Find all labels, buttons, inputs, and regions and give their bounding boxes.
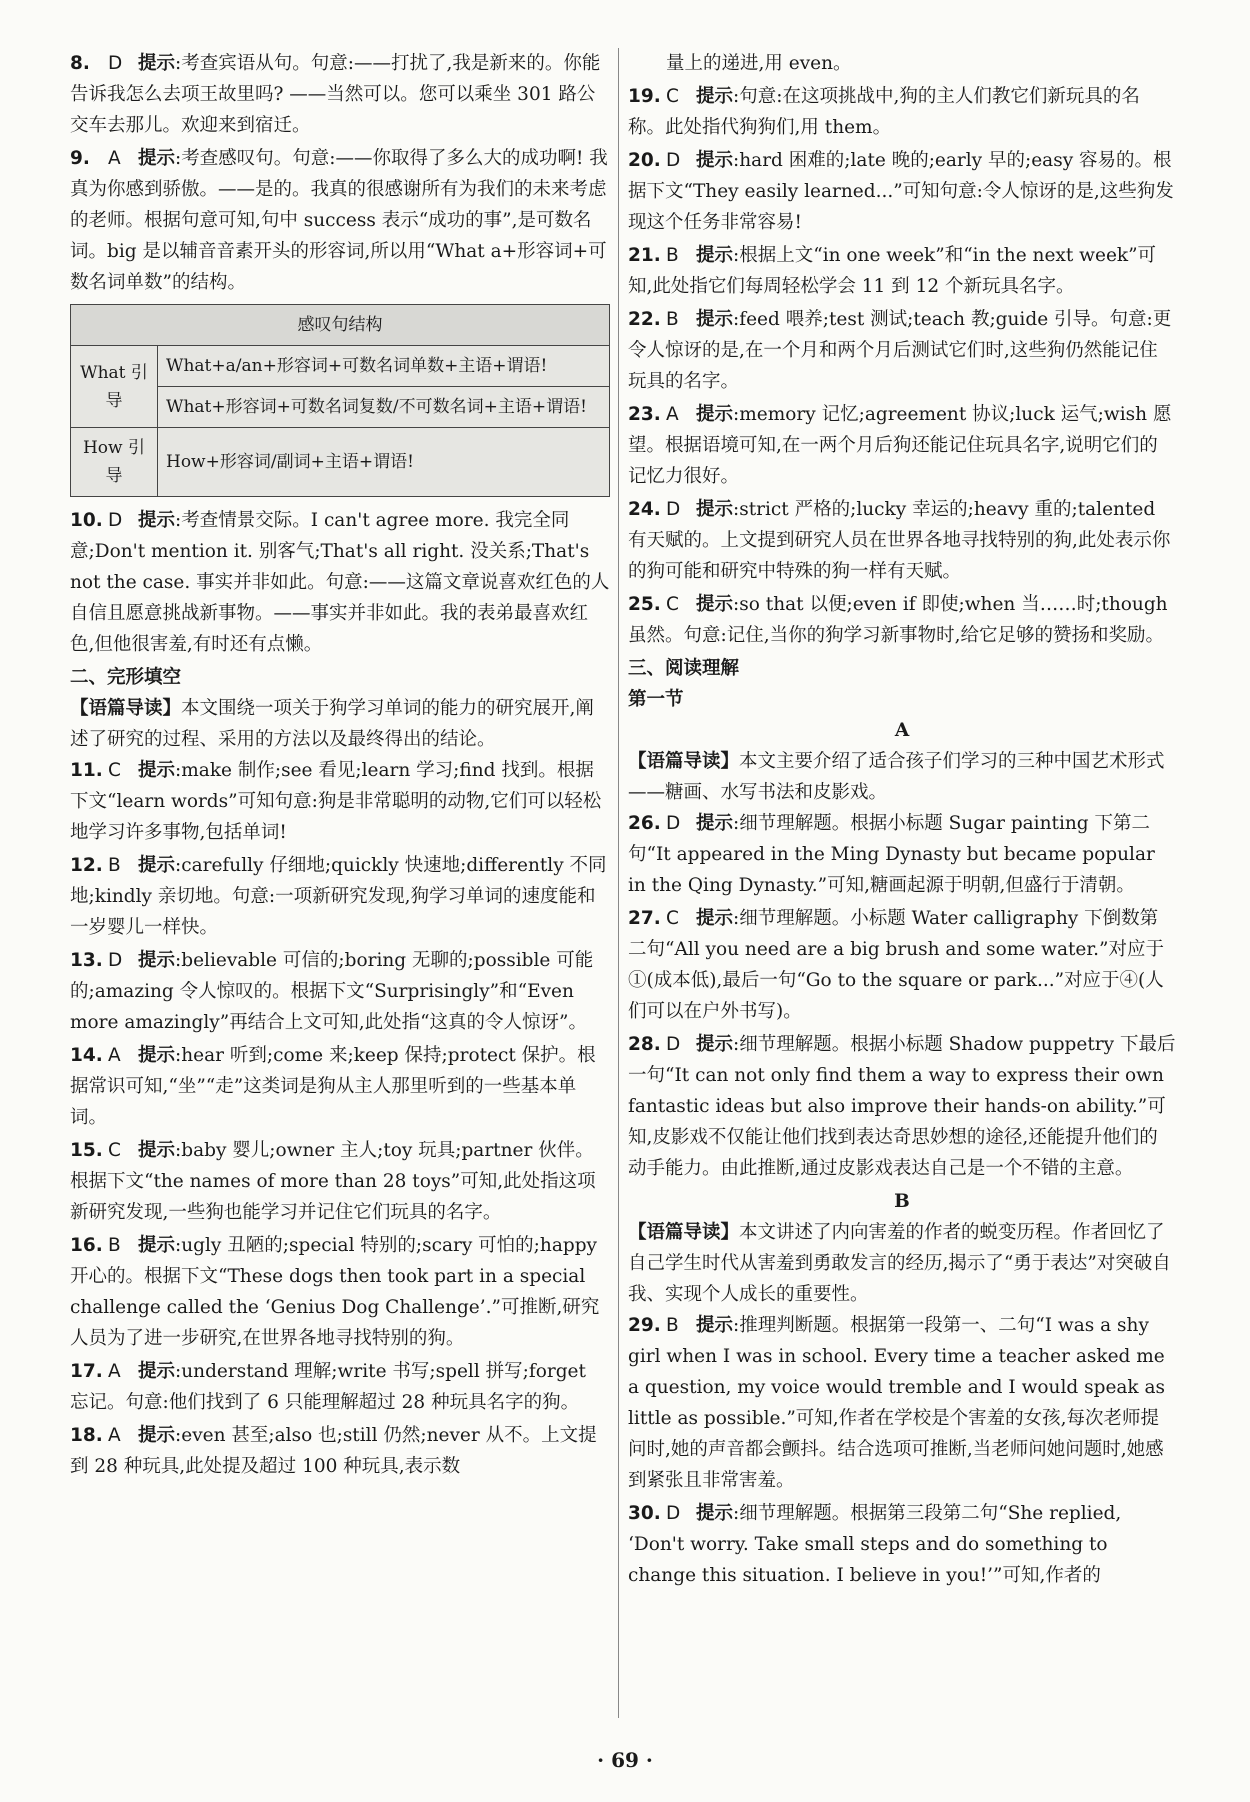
hint-text: :推理判断题。根据第一段第一、二句“I was a shy girl when I was in school. Every time a teacher asked me a question, my voice would tremble and I would speak as little as possible.”可知,作者在学校是个害羞的女孩,每次老师提问时,她的声音都会颤抖。结合选项可推断,当老师问她问题时,她感到紧张且非常害羞。 <box>628 1315 1166 1491</box>
item-number: 19. <box>628 86 661 107</box>
hint-label: 提示 <box>696 1315 734 1336</box>
item-number: 9. <box>70 148 90 169</box>
hint-label: 提示 <box>138 148 176 169</box>
hint-text: :understand 理解;write 书写;spell 拼写;forget 忘记。句意:他们找到了 6 只能理解超过 28 种玩具名字的狗。 <box>70 1361 586 1413</box>
item-answer: A <box>108 1045 121 1066</box>
hint-text: :细节理解题。根据小标题 Sugar painting 下第二句“It appeared in the Ming Dynasty but became popular in the Qing Dynasty.”可知,糖画起源于明朝,但盛行于清朝。 <box>628 813 1155 896</box>
item-answer: A <box>666 404 679 425</box>
item-number: 15. <box>70 1140 103 1161</box>
answer-item-26 <box>628 808 1176 901</box>
hint-text: :believable 可信的;boring 无聊的;possible 可能的;amazing 令人惊叹的。根据下文“Surprisingly”和“Even more amazingly”再结合上文可知,此处指“这真的令人惊讶”。 <box>70 950 594 1033</box>
how-row: How+形容词/副词+主语+谓语! <box>158 428 610 497</box>
answer-item-21 <box>628 240 1176 302</box>
answer-item-13 <box>70 945 610 1038</box>
table-title: 感叹句结构 <box>71 305 610 346</box>
subsection-heading: 第一节 <box>628 689 684 710</box>
what-row-2: What+形容词+可数名词复数/不可数名词+主语+谓语! <box>158 387 610 428</box>
hint-text: :baby 婴儿;owner 主人;toy 玩具;partner 伙伴。根据下文“the names of more than 28 toys”可知,此处指这项新研究发现,一些狗也能学习并记住它们玩具的名字。 <box>70 1140 596 1223</box>
answer-item-29 <box>628 1310 1176 1496</box>
guide-label: 【语篇导读】 <box>70 698 182 719</box>
hint-text: :so that 以便;even if 即使;when 当……时;though 虽然。句意:记住,当你的狗学习新事物时,给它足够的赞扬和奖励。 <box>628 594 1168 646</box>
item-number: 20. <box>628 150 661 171</box>
item-number: 14. <box>70 1045 103 1066</box>
item-answer: A <box>108 1425 121 1446</box>
item-answer: D <box>666 1034 681 1055</box>
hint-text: :hard 困难的;late 晚的;early 早的;easy 容易的。根据下文“They easily learned...”可知句意:令人惊讶的是,这些狗发现这个任务非常容易! <box>628 150 1174 233</box>
answer-item-9 <box>70 143 610 298</box>
answer-item-25 <box>628 589 1176 651</box>
item-answer: C <box>666 908 679 929</box>
item-number: 25. <box>628 594 661 615</box>
item-answer: D <box>108 53 123 74</box>
section-heading-reading: 三、阅读理解 <box>628 658 740 679</box>
hint-label: 提示 <box>696 404 734 425</box>
item-number: 11. <box>70 760 103 781</box>
hint-label: 提示 <box>138 53 176 74</box>
answer-item-8 <box>70 48 610 141</box>
item-answer: D <box>666 1503 681 1524</box>
answer-item-27 <box>628 903 1176 1027</box>
passage-guide-a <box>628 746 1176 808</box>
hint-label: 提示 <box>138 1045 176 1066</box>
item-number: 26. <box>628 813 661 834</box>
hint-text: :考查情景交际。I can't agree more. 我完全同意;Don't mention it. 别客气;That's all right. 没关系;That's not the case. 事实并非如此。句意:——这篇文章说喜欢红色的人自信且愿意挑战新事物。——事实并非如此。我的表弟最喜欢红色,但他很害羞,有时还有点懒。 <box>70 510 610 655</box>
hint-label: 提示 <box>138 760 176 781</box>
guide-text: 本文主要介绍了适合孩子们学习的三种中国艺术形式——糖画、水写书法和皮影戏。 <box>628 751 1165 803</box>
part-a-heading: A <box>894 720 910 741</box>
item-number: 10. <box>70 510 103 531</box>
answer-item-20 <box>628 145 1176 238</box>
guide-text: 本文围绕一项关于狗学习单词的能力的研究展开,阐述了研究的过程、采用的方法以及最终得出的结论。 <box>70 698 594 750</box>
left-column <box>70 48 610 1484</box>
hint-text: :考查感叹句。句意:——你取得了多么大的成功啊! 我真为你感到骄傲。——是的。我真的很感谢所有为我们的未来考虑的老师。根据句意可知,句中 success 表示“成功的事”,是可数名词。big 是以辅音音素开头的形容词,所以用“What a+形容词+可数名词单数”的结构。 <box>70 148 608 293</box>
hint-label: 提示 <box>696 86 734 107</box>
answer-item-23 <box>628 399 1176 492</box>
what-label: What 引导 <box>71 346 158 428</box>
answer-item-14 <box>70 1040 610 1133</box>
answer-item-12 <box>70 850 610 943</box>
item-answer: D <box>108 510 123 531</box>
item-number: 24. <box>628 499 661 520</box>
hint-text: :ugly 丑陋的;special 特别的;scary 可怕的;happy 开心的。根据下文“These dogs then took part in a special challenge called the ‘Genius Dog Challenge’.”可推断,研究人员为了进一步研究,在世界各地寻找特别的狗。 <box>70 1235 600 1349</box>
hint-label: 提示 <box>696 1034 734 1055</box>
answer-item-18 <box>70 1420 610 1482</box>
how-label: How 引导 <box>71 428 158 497</box>
passage-guide-b <box>628 1217 1176 1310</box>
item-answer: A <box>108 148 121 169</box>
answer-item-28 <box>628 1029 1176 1184</box>
item-number: 8. <box>70 53 90 74</box>
item-answer: D <box>666 813 681 834</box>
hint-text: :句意:在这项挑战中,狗的主人们教它们新玩具的名称。此处指代狗狗们,用 them。 <box>628 86 1140 138</box>
passage-guide-cloze <box>70 693 610 755</box>
hint-text: :细节理解题。根据第三段第二句“She replied, ‘Don't worry. Take small steps and do something to change this situation. I believe in you!’”可知,作者的 <box>628 1503 1122 1586</box>
item-answer: B <box>666 309 679 330</box>
hint-text: :carefully 仔细地;quickly 快速地;differently 不同地;kindly 亲切地。句意:一项新研究发现,狗学习单词的速度能和一岁婴儿一样快。 <box>70 855 607 938</box>
hint-label: 提示 <box>696 245 734 266</box>
answer-item-30 <box>628 1498 1176 1591</box>
hint-text: :strict 严格的;lucky 幸运的;heavy 重的;talented 有天赋的。上文提到研究人员在世界各地寻找特别的狗,此处表示你的狗可能和研究中特殊的狗一样有天赋。 <box>628 499 1171 582</box>
item-number: 16. <box>70 1235 103 1256</box>
hint-text: :even 甚至;also 也;still 仍然;never 从不。上文提到 28 种玩具,此处提及超过 100 种玩具,表示数 <box>70 1425 597 1477</box>
item-number: 30. <box>628 1503 661 1524</box>
item-answer: D <box>666 499 681 520</box>
item-answer: B <box>666 245 679 266</box>
section-heading-cloze: 二、完形填空 <box>70 667 182 688</box>
column-divider <box>618 48 619 1718</box>
item-number: 23. <box>628 404 661 425</box>
hint-label: 提示 <box>696 813 734 834</box>
guide-text: 本文讲述了内向害羞的作者的蜕变历程。作者回忆了自己学生时代从害羞到勇敢发言的经历,揭示了“勇于表达”对突破自我、实现个人成长的重要性。 <box>628 1222 1171 1305</box>
hint-label: 提示 <box>696 1503 734 1524</box>
item-answer: C <box>666 86 679 107</box>
hint-label: 提示 <box>138 1361 176 1382</box>
hint-text: :细节理解题。小标题 Water calligraphy 下倒数第二句“All you need are a big brush and some water.”对应于①(成本低),最后一句“Go to the square or park...”对应于④(人们可以在户外书写)。 <box>628 908 1165 1022</box>
item-answer: B <box>108 1235 121 1256</box>
answer-item-19 <box>628 81 1176 143</box>
page-number: · 69 · <box>597 1748 653 1772</box>
item-number: 13. <box>70 950 103 971</box>
item-number: 27. <box>628 908 661 929</box>
answer-item-10 <box>70 505 610 660</box>
item-number: 18. <box>70 1425 103 1446</box>
answer-item-18-continued: 量上的递进,用 even。 <box>666 53 852 74</box>
hint-text: :make 制作;see 看见;learn 学习;find 找到。根据下文“learn words”可知句意:狗是非常聪明的动物,它们可以轻松地学习许多事物,包括单词! <box>70 760 602 843</box>
item-answer: C <box>666 594 679 615</box>
right-column <box>628 48 1176 1593</box>
item-answer: C <box>108 760 121 781</box>
part-b-heading: B <box>894 1191 910 1212</box>
answer-item-22 <box>628 304 1176 397</box>
answer-item-15 <box>70 1135 610 1228</box>
hint-label: 提示 <box>696 499 734 520</box>
hint-text: :memory 记忆;agreement 协议;luck 运气;wish 愿望。根据语境可知,在一两个月后狗还能记住玩具名字,说明它们的记忆力很好。 <box>628 404 1172 487</box>
item-number: 29. <box>628 1315 661 1336</box>
item-number: 12. <box>70 855 103 876</box>
guide-label: 【语篇导读】 <box>628 751 740 772</box>
hint-text: :根据上文“in one week”和“in the next week”可知,此处指它们每周轻松学会 11 到 12 个新玩具名字。 <box>628 245 1157 297</box>
item-answer: C <box>108 1140 121 1161</box>
hint-label: 提示 <box>138 1425 176 1446</box>
hint-label: 提示 <box>138 510 176 531</box>
item-answer: B <box>108 855 121 876</box>
item-answer: D <box>108 950 123 971</box>
answer-item-17 <box>70 1356 610 1418</box>
hint-label: 提示 <box>138 950 176 971</box>
hint-label: 提示 <box>138 855 176 876</box>
exclamation-structure-table <box>70 304 610 497</box>
item-number: 22. <box>628 309 661 330</box>
guide-label: 【语篇导读】 <box>628 1222 740 1243</box>
what-row-1: What+a/an+形容词+可数名词单数+主语+谓语! <box>158 346 610 387</box>
item-number: 28. <box>628 1034 661 1055</box>
item-answer: A <box>108 1361 121 1382</box>
answer-item-24 <box>628 494 1176 587</box>
hint-text: :hear 听到;come 来;keep 保持;protect 保护。根据常识可知,“坐”“走”这类词是狗从主人那里听到的一些基本单词。 <box>70 1045 596 1128</box>
item-answer: B <box>666 1315 679 1336</box>
item-number: 21. <box>628 245 661 266</box>
item-number: 17. <box>70 1361 103 1382</box>
answer-item-11 <box>70 755 610 848</box>
answer-item-16 <box>70 1230 610 1354</box>
hint-label: 提示 <box>696 150 734 171</box>
hint-label: 提示 <box>696 908 734 929</box>
hint-text: :feed 喂养;test 测试;teach 教;guide 引导。句意:更令人惊讶的是,在一个月和两个月后测试它们时,这些狗仍然能记住玩具的名字。 <box>628 309 1172 392</box>
hint-text: :细节理解题。根据小标题 Shadow puppetry 下最后一句“It can not only find them a way to express their own fantastic ideas but also improve their hands-on ability.”可知,皮影戏不仅能让他们找到表达奇思妙想的途径,还能提升他们的动手能力。由此推断,通过皮影戏表达自己是一个不错的主意。 <box>628 1034 1176 1179</box>
hint-label: 提示 <box>138 1235 176 1256</box>
hint-label: 提示 <box>696 309 734 330</box>
hint-label: 提示 <box>696 594 734 615</box>
hint-label: 提示 <box>138 1140 176 1161</box>
item-answer: D <box>666 150 681 171</box>
hint-text: :考查宾语从句。句意:——打扰了,我是新来的。你能告诉我怎么去项王故里吗? ——当然可以。您可以乘坐 301 路公交车去那儿。欢迎来到宿迁。 <box>70 53 601 136</box>
